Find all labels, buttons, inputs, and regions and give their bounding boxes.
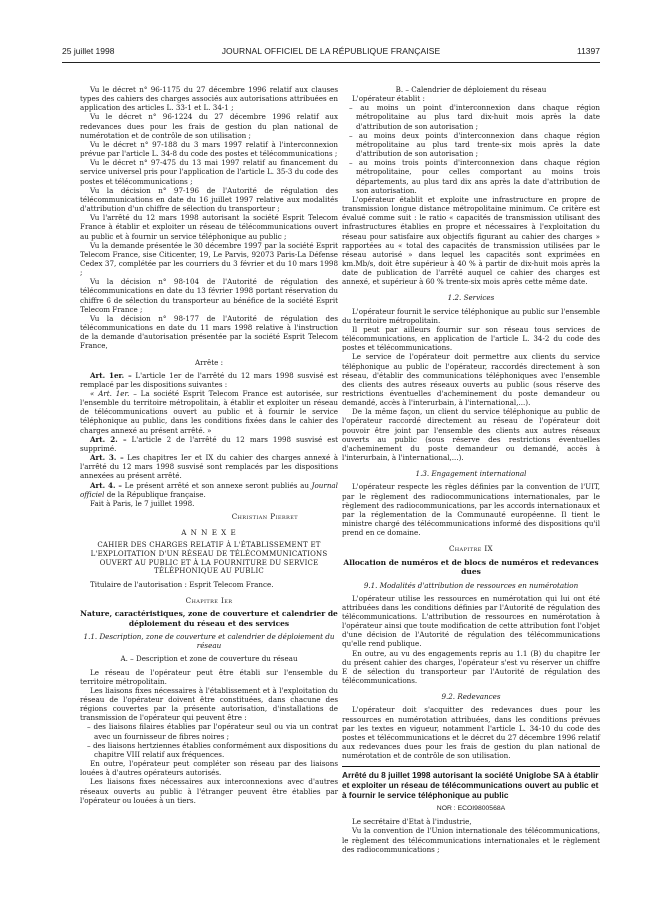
- chapter-9-title: Allocation de numéros et de blocs de numéros et redevances dues: [343, 557, 599, 576]
- article-4-number: Art. 4. –: [90, 480, 122, 490]
- subsection-a: A. – Description et zone de couverture du réseau: [120, 654, 298, 664]
- article-2-text: L'article 2 de l'arrêté du 12 mars 1998 susvisé est supprimé.: [80, 434, 338, 453]
- body-paragraph: L'opérateur respecte les règles définies par la convention de l'UIT, par le règlement des radiocommunications internationales, par le règlement des radiocommunications, par les accords internationaux et par la réglementation de la Communauté européenne. Il tient le ministre chargé des télécommunications informé des dispositions qu'il prend en ce domaine.: [342, 482, 600, 538]
- nor-reference: NOR : ECOI9800568A: [436, 805, 506, 813]
- chapter-title: Nature, caractéristiques, zone de couverture et calendrier de déploiement du réseau et des services: [80, 609, 338, 628]
- dash-item: – des liaisons hertziennes établies conformément aux dispositions du chapitre VIII relatif aux fréquences.: [87, 740, 338, 759]
- visa-paragraph: Vu le décret n° 96-1224 du 27 décembre 1996 relatif aux redevances dues pour les frais de gestion du plan national de numérotation et de contrôle de son utilisation ;: [80, 112, 338, 140]
- body-paragraph: Vu la convention de l'Union internationale des télécommunications, le règlement des télécommunications internationales et le règlement des radiocommunications ;: [342, 826, 600, 854]
- visa-paragraph: Vu la décision n° 98-104 de l'Autorité de régulation des télécommunications en date du 13 février 1998 portant réservation du chiffre 6 de sélection du transporteur au bénéfice de la société Esprit Telecom France ;: [80, 277, 338, 314]
- body-paragraph: Les liaisons fixes nécessaires aux interconnexions avec d'autres réseaux ouverts au public à l'étranger peuvent être établies par l'opérateur ou louées à un tiers.: [80, 777, 338, 805]
- article-3-text: Les chapitres Ier et IX du cahier des charges annexé à l'arrêté du 12 mars 1998 susvisé sont remplacés par les dispositions annexées au présent arrêté.: [80, 453, 338, 481]
- article-1: [80, 371, 338, 389]
- decree-separator: [342, 766, 600, 767]
- article-4-text-a: Le présent arrêté et son annexe seront publiés au: [124, 480, 309, 490]
- left-column: [80, 85, 338, 805]
- dash-item: – au moins trois points d'interconnexion dans chaque région métropolitaine, pour celles comportant au moins trois départements, au plus tard dix ans après la date d'attribution de son autorisation.: [349, 158, 600, 195]
- subsection-b: B. – Calendrier de déploiement du réseau: [395, 85, 547, 94]
- annexe-title: CAHIER DES CHARGES RELATIF À L'ÉTABLISSEMENT ET L'EXPLOITATION D'UN RÉSEAU DE TÉLÉCOMMUNICATIONS OUVERT AU PUBLIC ET À LA FOURNITURE DU SERVICE TÉLÉPHONIQUE AU PUBLIC: [90, 541, 328, 576]
- body-paragraph: L'opérateur fournit le service téléphonique au public sur l'ensemble du territoire métropolitain.: [342, 306, 600, 325]
- body-paragraph: L'opérateur doit s'acquitter des redevances dues pour les ressources en numérotation attribuées, dans les conditions prévues par les textes en vigueur, notamment l'article L. 34-10 du code des postes et télécommunications et le décret du 27 décembre 1996 relatif aux redevances dues pour les frais de gestion du plan national de numérotation et de contrôle de son utilisation.: [342, 705, 600, 761]
- subsection-9-2: 9.2. Redevances: [441, 692, 501, 702]
- header-rule: [62, 62, 600, 63]
- header-page-number: 11397: [576, 46, 600, 56]
- article-4-text-b: de la République française.: [106, 489, 206, 499]
- chapter-heading: Chapitre Ier: [185, 595, 233, 605]
- visa-paragraph: Vu l'arrêté du 12 mars 1998 autorisant la société Esprit Telecom France à établir et exploiter un réseau de télécommunications ouvert au public et à fournir un service téléphonique au public ;: [80, 213, 338, 241]
- visa-paragraph: Vu le décret n° 97-188 du 3 mars 1997 relatif à l'interconnexion prévue par l'article L. 34-8 du code des postes et télécommunications ;: [80, 139, 338, 159]
- arrete-label: Arrête :: [195, 357, 223, 367]
- visa-paragraph: Vu le décret n° 96-1175 du 27 décembre 1996 relatif aux clauses types des cahiers des charges associés aux autorisations attribuées en application des articles L. 33-1 et L. 34-1 ;: [80, 85, 338, 113]
- titulaire: Titulaire de l'autorisation : Esprit Telecom France.: [90, 579, 274, 589]
- subsection-1-1: 1.1. Description, zone de couverture et calendrier de déploiement du réseau: [83, 632, 335, 651]
- article-1-text: L'article 1er de l'arrêté du 12 mars 1998 susvisé est remplacé par les dispositions suivantes :: [80, 370, 339, 389]
- dash-item: – au moins un point d'interconnexion dans chaque région métropolitaine au plus tard dix-huit mois après la date d'attribution de son autorisation ;: [349, 103, 600, 131]
- decree-title: Arrêté du 8 juillet 1998 autorisant la société Uniglobe SA à établir et exploiter un réseau de télécommunications ouvert au public et à fournir le service téléphonique au public: [342, 770, 599, 800]
- article-1-number: Art. 1er. –: [90, 370, 132, 380]
- visa-paragraph: Vu le décret n° 97-475 du 13 mai 1997 relatif au financement du service universel pris pour l'application de l'article L. 35-3 du code des postes et télécommunications ;: [80, 158, 338, 186]
- body-paragraph: Le réseau de l'opérateur peut être établi sur l'ensemble du territoire métropolitain.: [80, 667, 338, 686]
- article-3: [80, 453, 338, 480]
- article-4: [80, 481, 338, 499]
- body-paragraph: En outre, au vu des engagements repris au 1.1 (B) du chapitre Ier du présent cahier des charges, l'opérateur s'est vu réserver un chiffre E de sélection du transporteur par l'Autorité de régulation des télécommunications.: [342, 648, 600, 686]
- body-paragraph: Il peut par ailleurs fournir sur son réseau tous services de télécommunications, en application de l'article L. 34-2 du code des postes et télécommunications.: [342, 324, 600, 353]
- article-1-quote-text: La société Esprit Telecom France est autorisée, sur l'ensemble du territoire métropolitain, à établir et exploiter un réseau de télécommunications ouvert au public et à fournir le service téléphonique au public, dans les conditions fixées dans le cahier des charges annexé au présent arrêté. »: [80, 389, 338, 435]
- page-header: [62, 46, 600, 62]
- subsection-1-2: 1.2. Services: [447, 293, 495, 303]
- article-3-number: Art. 3. –: [90, 453, 124, 463]
- body-paragraph: Les liaisons fixes nécessaires à l'établissement et à l'exploitation du réseau de l'opérateur doivent être constituées, dans chacune des régions couvertes par la présente autorisation, d'installations de transmission de l'opérateur qui peuvent être :: [80, 685, 338, 723]
- body-paragraph: De la même façon, un client du service téléphonique au public de l'opérateur raccordé directement au réseau de l'opérateur doit pouvoir être joint par l'ensemble des clients aux autres réseaux ouverts au public (sous réserve des restrictions éventuelles d'acheminement du poste demandeur ou demandé, accès à l'interurbain, à l'international,...).: [342, 407, 600, 463]
- article-4-journal: Journal officiel: [80, 480, 338, 499]
- signature: Christian Pierret: [231, 512, 298, 522]
- annexe-heading: A N N E X E: [181, 528, 237, 538]
- fait-line: Fait à Paris, le 7 juillet 1998.: [90, 498, 195, 508]
- header-journal-title: JOURNAL OFFICIEL DE LA RÉPUBLIQUE FRANÇAISE: [221, 46, 441, 56]
- visa-paragraph: Vu la décision n° 97-196 de l'Autorité de régulation des télécommunications en date du 16 juillet 1997 relative aux modalités d'attribution d'un chiffre de sélection du transporteur ;: [80, 185, 338, 214]
- article-1-quote-number: « Art. 1er. –: [90, 389, 137, 398]
- chapter-9-heading: Chapitre IX: [448, 544, 494, 554]
- subsection-9-1: 9.1. Modalités d'attribution de ressources en numérotation: [363, 580, 579, 590]
- body-paragraph: L'opérateur établit et exploite une infrastructure en propre de transmission longue distance métropolitaine minimum. Ce critère est évalué comme suit : le ratio « capacités de transmission utilisant des infrastructures établies en propre et nécessaires à l'exploitation du réseau pour satisfaire aux objectifs figurant au cahier des charges » rapportées au « total des capacités de transmission utilisées par le réseau autorisé » dans lequel les capacités sont exprimées en km.Mb/s, doit être supérieur à 40 % à partir de dix-huit mois après la date de publication de l'arrêté auquel ce cahier des charges est annexé, et supérieur à 60 % trente-six mois après cette même date.: [342, 194, 600, 287]
- body-paragraph: L'opérateur établit :: [352, 94, 425, 104]
- body-paragraph: Le secrétaire d'Etat à l'industrie,: [352, 817, 472, 827]
- right-column: [342, 85, 600, 854]
- body-paragraph: L'opérateur utilise les ressources en numérotation qui lui ont été attribuées dans les conditions définies par l'Autorité de régulation des télécommunications. L'attribution de ressources en numérotation à l'opérateur ainsi que toute modification de cette attribution font l'objet d'une décision de l'Autorité de régulation des télécommunications qu'elle rend publique.: [342, 593, 600, 649]
- body-paragraph: Le service de l'opérateur doit permettre aux clients du service téléphonique au public de l'opérateur, raccordés directement à son réseau, d'établir des communications téléphoniques avec l'ensemble des clients des autres réseaux ouverts au public (sous réserve des restrictions éventuelles d'acheminement du poste demandeur ou demandé, accès à l'interurbain, à l'international,...).: [342, 352, 600, 408]
- article-2-number: Art. 2. –: [90, 434, 127, 444]
- visa-paragraph: Vu la demande présentée le 30 décembre 1997 par la société Esprit Telecom France, sise Citicenter, 19, Le Parvis, 92073 Paris-La Défense Cedex 37, complétée par les courriers du 3 février et du 10 mars 1998 ;: [80, 240, 338, 278]
- header-date: 25 juillet 1998: [62, 46, 115, 56]
- article-2: [80, 435, 338, 453]
- visa-paragraph: Vu la décision n° 98-177 de l'Autorité de régulation des télécommunications en date du 11 mars 1998 relative à l'instruction de la demande d'autorisation présentée par la société Esprit Telecom France,: [80, 313, 338, 351]
- body-paragraph: En outre, l'opérateur peut compléter son réseau par des liaisons louées à d'autres opérateurs autorisés.: [80, 759, 338, 778]
- dash-item: – au moins deux points d'interconnexion dans chaque région métropolitaine au plus tard trente-six mois après la date d'attribution de son autorisation ;: [349, 130, 600, 159]
- subsection-1-3: 1.3. Engagement international: [415, 469, 527, 479]
- dash-item: – des liaisons filaires établies par l'opérateur seul ou via un contrat avec un fournisseur de fibres noires ;: [87, 722, 338, 741]
- article-1-quote: [80, 389, 338, 435]
